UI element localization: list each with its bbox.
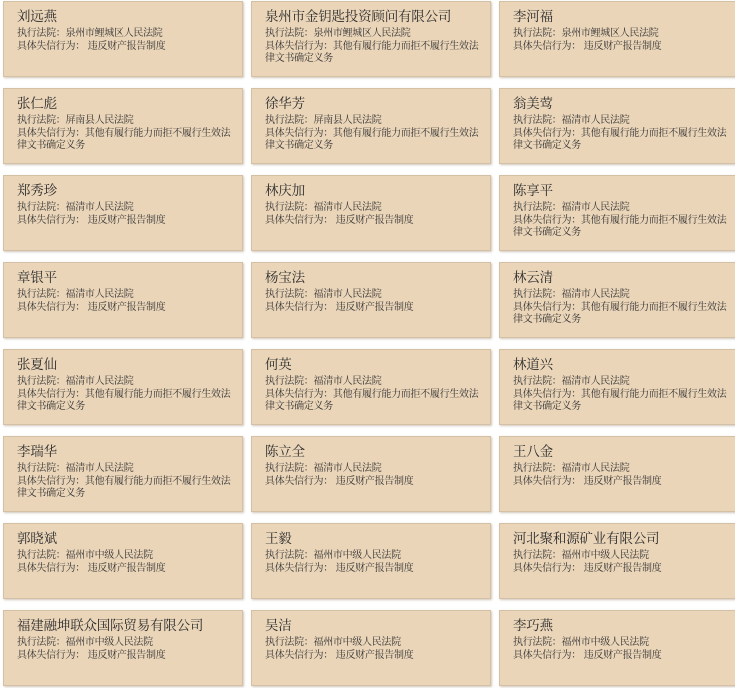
debtor-card[interactable] — [499, 88, 735, 164]
behavior-label: 具体失信行为： — [265, 562, 333, 574]
court-label: 执行法院： — [17, 376, 66, 387]
court-label: 执行法院： — [513, 115, 562, 126]
behavior-label: 具体失信行为： — [17, 301, 85, 313]
debtor-card[interactable] — [3, 1, 243, 77]
behavior-label: 具体失信行为： — [513, 562, 581, 574]
court-label: 执行法院： — [17, 550, 66, 561]
debtor-name[interactable]: 杨宝法 — [265, 270, 305, 286]
behavior-value: 违反财产报告制度 — [84, 40, 166, 52]
behavior-value: 违反财产报告制度 — [84, 562, 166, 574]
behavior-value: 其他有履行能力而拒不履行生效法律文书确定义务 — [17, 388, 231, 412]
court-label: 执行法院： — [513, 289, 562, 300]
court-value: 福清市人民法院 — [65, 289, 134, 300]
behavior-label: 具体失信行为： — [17, 388, 85, 400]
behavior-line — [513, 389, 730, 414]
court-label: 执行法院： — [17, 202, 66, 213]
court-line — [17, 376, 234, 389]
court-label: 执行法院： — [17, 463, 66, 474]
debtor-name[interactable]: 福建融坤联众国际贸易有限公司 — [17, 618, 204, 634]
court-line — [265, 550, 482, 563]
debtor-card[interactable] — [499, 523, 735, 599]
court-line — [17, 550, 234, 563]
court-line — [17, 115, 234, 128]
court-label: 执行法院： — [265, 637, 314, 648]
behavior-label: 具体失信行为： — [265, 127, 333, 139]
debtor-card[interactable] — [499, 175, 735, 251]
debtor-card[interactable] — [251, 175, 491, 251]
court-value: 屏南县人民法院 — [65, 115, 134, 126]
behavior-line — [265, 476, 482, 489]
behavior-value: 违反财产报告制度 — [84, 649, 166, 661]
court-label: 执行法院： — [513, 376, 562, 387]
behavior-value: 其他有履行能力而拒不履行生效法律文书确定义务 — [513, 214, 727, 238]
court-line — [513, 202, 730, 215]
court-value: 福清市人民法院 — [65, 463, 134, 474]
behavior-line — [17, 215, 234, 228]
court-label: 执行法院： — [265, 28, 314, 39]
debtor-card[interactable] — [499, 610, 735, 686]
behavior-value: 其他有履行能力而拒不履行生效法律文书确定义务 — [513, 388, 727, 412]
court-value: 福清市人民法院 — [561, 202, 630, 213]
behavior-line — [17, 302, 234, 315]
court-line — [265, 637, 482, 650]
debtor-card[interactable] — [251, 349, 491, 425]
court-label: 执行法院： — [513, 550, 562, 561]
behavior-line — [265, 41, 482, 66]
behavior-value: 违反财产报告制度 — [332, 301, 414, 313]
debtor-name[interactable]: 章银平 — [17, 270, 57, 286]
debtor-card[interactable] — [251, 610, 491, 686]
behavior-value: 违反财产报告制度 — [580, 40, 662, 52]
court-value: 福州市中级人民法院 — [561, 637, 649, 648]
behavior-line — [17, 476, 234, 501]
debtor-name[interactable]: 河北聚和源矿业有限公司 — [513, 531, 660, 547]
debtor-name[interactable]: 郭晓斌 — [17, 531, 57, 547]
debtor-name[interactable]: 陈立全 — [265, 444, 305, 460]
court-label: 执行法院： — [265, 376, 314, 387]
behavior-line — [265, 650, 482, 663]
court-value: 福清市人民法院 — [561, 289, 630, 300]
behavior-label: 具体失信行为： — [513, 388, 581, 400]
behavior-line — [513, 215, 730, 240]
debtor-card[interactable] — [251, 88, 491, 164]
debtor-card[interactable] — [499, 1, 735, 77]
court-value: 福清市人民法院 — [561, 115, 630, 126]
debtor-name[interactable]: 陈享平 — [513, 183, 553, 199]
court-line — [17, 28, 234, 41]
behavior-line — [17, 389, 234, 414]
behavior-value: 其他有履行能力而拒不履行生效法律文书确定义务 — [513, 127, 727, 151]
behavior-label: 具体失信行为： — [265, 475, 333, 487]
debtor-name[interactable]: 郑秀珍 — [17, 183, 57, 199]
behavior-line — [513, 476, 730, 489]
court-line — [17, 463, 234, 476]
court-value: 福州市中级人民法院 — [313, 637, 401, 648]
behavior-label: 具体失信行为： — [17, 127, 85, 139]
behavior-label: 具体失信行为： — [17, 475, 85, 487]
court-value: 福州市中级人民法院 — [65, 637, 153, 648]
behavior-label: 具体失信行为： — [17, 562, 85, 574]
court-line — [513, 28, 730, 41]
court-value: 福清市人民法院 — [313, 289, 382, 300]
debtor-name[interactable]: 刘远燕 — [17, 9, 57, 25]
court-label: 执行法院： — [265, 115, 314, 126]
behavior-value: 违反财产报告制度 — [580, 475, 662, 487]
debtor-card[interactable] — [499, 349, 735, 425]
court-line — [17, 202, 234, 215]
behavior-line — [513, 563, 730, 576]
court-value: 福清市人民法院 — [313, 376, 382, 387]
court-value: 福清市人民法院 — [561, 463, 630, 474]
behavior-line — [17, 128, 234, 153]
behavior-value: 违反财产报告制度 — [580, 649, 662, 661]
behavior-label: 具体失信行为： — [513, 475, 581, 487]
behavior-label: 具体失信行为： — [17, 649, 85, 661]
debtor-name[interactable]: 吴洁 — [265, 618, 292, 634]
behavior-label: 具体失信行为： — [513, 649, 581, 661]
behavior-value: 违反财产报告制度 — [332, 475, 414, 487]
behavior-label: 具体失信行为： — [265, 301, 333, 313]
behavior-label: 具体失信行为： — [17, 214, 85, 226]
court-label: 执行法院： — [265, 202, 314, 213]
behavior-label: 具体失信行为： — [513, 40, 581, 52]
court-value: 福清市人民法院 — [65, 376, 134, 387]
debtor-name[interactable]: 李巧燕 — [513, 618, 553, 634]
behavior-value: 其他有履行能力而拒不履行生效法律文书确定义务 — [17, 127, 231, 151]
court-line — [513, 115, 730, 128]
court-line — [513, 289, 730, 302]
behavior-value: 其他有履行能力而拒不履行生效法律文书确定义务 — [265, 40, 479, 64]
debtor-name[interactable]: 泉州市金钥匙投资顾问有限公司 — [265, 9, 452, 25]
behavior-line — [265, 128, 482, 153]
behavior-value: 其他有履行能力而拒不履行生效法律文书确定义务 — [265, 127, 479, 151]
debtor-name[interactable]: 李河福 — [513, 9, 553, 25]
court-label: 执行法院： — [513, 202, 562, 213]
behavior-line — [513, 302, 730, 327]
debtor-card[interactable] — [499, 436, 735, 512]
debtor-card[interactable] — [499, 262, 735, 338]
behavior-line — [513, 650, 730, 663]
debtor-card[interactable] — [3, 610, 243, 686]
behavior-line — [265, 302, 482, 315]
behavior-label: 具体失信行为： — [17, 40, 85, 52]
debtor-name[interactable]: 李瑞华 — [17, 444, 57, 460]
court-label: 执行法院： — [265, 550, 314, 561]
behavior-line — [265, 563, 482, 576]
behavior-line — [265, 389, 482, 414]
debtor-card[interactable] — [251, 262, 491, 338]
behavior-value: 违反财产报告制度 — [84, 301, 166, 313]
debtor-name[interactable]: 翁美莺 — [513, 96, 553, 112]
debtor-card[interactable] — [3, 175, 243, 251]
debtor-name[interactable]: 张夏仙 — [17, 357, 57, 373]
debtor-name[interactable]: 林庆加 — [265, 183, 305, 199]
behavior-value: 违反财产报告制度 — [580, 562, 662, 574]
behavior-value: 其他有履行能力而拒不履行生效法律文书确定义务 — [265, 388, 479, 412]
behavior-line — [17, 650, 234, 663]
debtor-card[interactable] — [251, 523, 491, 599]
court-value: 泉州市鲤城区人民法院 — [313, 28, 411, 39]
court-line — [265, 289, 482, 302]
court-line — [265, 463, 482, 476]
behavior-value: 违反财产报告制度 — [332, 214, 414, 226]
debtor-card[interactable] — [3, 88, 243, 164]
court-label: 执行法院： — [265, 463, 314, 474]
behavior-value: 其他有履行能力而拒不履行生效法律文书确定义务 — [513, 301, 727, 325]
court-line — [513, 550, 730, 563]
debtor-name[interactable]: 徐华芳 — [265, 96, 305, 112]
court-value: 福州市中级人民法院 — [65, 550, 153, 561]
behavior-value: 违反财产报告制度 — [332, 649, 414, 661]
debtor-name[interactable]: 张仁彪 — [17, 96, 57, 112]
court-line — [513, 637, 730, 650]
behavior-line — [17, 563, 234, 576]
behavior-line — [513, 41, 730, 54]
court-value: 屏南县人民法院 — [313, 115, 382, 126]
court-value: 泉州市鲤城区人民法院 — [561, 28, 659, 39]
behavior-label: 具体失信行为： — [513, 301, 581, 313]
court-label: 执行法院： — [513, 463, 562, 474]
behavior-label: 具体失信行为： — [265, 388, 333, 400]
court-label: 执行法院： — [513, 28, 562, 39]
debtor-card[interactable] — [3, 436, 243, 512]
behavior-label: 具体失信行为： — [265, 40, 333, 52]
court-value: 福州市中级人民法院 — [313, 550, 401, 561]
court-line — [265, 115, 482, 128]
court-line — [17, 637, 234, 650]
court-value: 福清市人民法院 — [65, 202, 134, 213]
court-value: 福清市人民法院 — [313, 202, 382, 213]
behavior-line — [265, 215, 482, 228]
behavior-label: 具体失信行为： — [265, 214, 333, 226]
court-label: 执行法院： — [513, 637, 562, 648]
court-label: 执行法院： — [17, 637, 66, 648]
behavior-value: 违反财产报告制度 — [84, 214, 166, 226]
behavior-label: 具体失信行为： — [265, 649, 333, 661]
behavior-label: 具体失信行为： — [513, 214, 581, 226]
debtor-card[interactable] — [3, 349, 243, 425]
behavior-line — [513, 128, 730, 153]
court-line — [17, 289, 234, 302]
debtor-name[interactable]: 林云清 — [513, 270, 553, 286]
court-label: 执行法院： — [17, 289, 66, 300]
court-line — [513, 463, 730, 476]
debtor-card[interactable] — [251, 1, 491, 77]
debtor-name[interactable]: 王八金 — [513, 444, 553, 460]
court-line — [265, 376, 482, 389]
court-value: 福清市人民法院 — [561, 376, 630, 387]
debtor-name[interactable]: 林道兴 — [513, 357, 553, 373]
court-label: 执行法院： — [17, 115, 66, 126]
debtor-card[interactable] — [3, 262, 243, 338]
court-line — [265, 28, 482, 41]
court-line — [265, 202, 482, 215]
debtor-name[interactable]: 何英 — [265, 357, 292, 373]
court-value: 福清市人民法院 — [313, 463, 382, 474]
behavior-value: 违反财产报告制度 — [332, 562, 414, 574]
behavior-line — [17, 41, 234, 54]
debtor-card[interactable] — [251, 436, 491, 512]
court-value: 福州市中级人民法院 — [561, 550, 649, 561]
court-label: 执行法院： — [265, 289, 314, 300]
court-label: 执行法院： — [17, 28, 66, 39]
behavior-label: 具体失信行为： — [513, 127, 581, 139]
behavior-value: 其他有履行能力而拒不履行生效法律文书确定义务 — [17, 475, 231, 499]
court-value: 泉州市鲤城区人民法院 — [65, 28, 163, 39]
court-line — [513, 376, 730, 389]
debtor-card[interactable] — [3, 523, 243, 599]
debtor-name[interactable]: 王毅 — [265, 531, 292, 547]
